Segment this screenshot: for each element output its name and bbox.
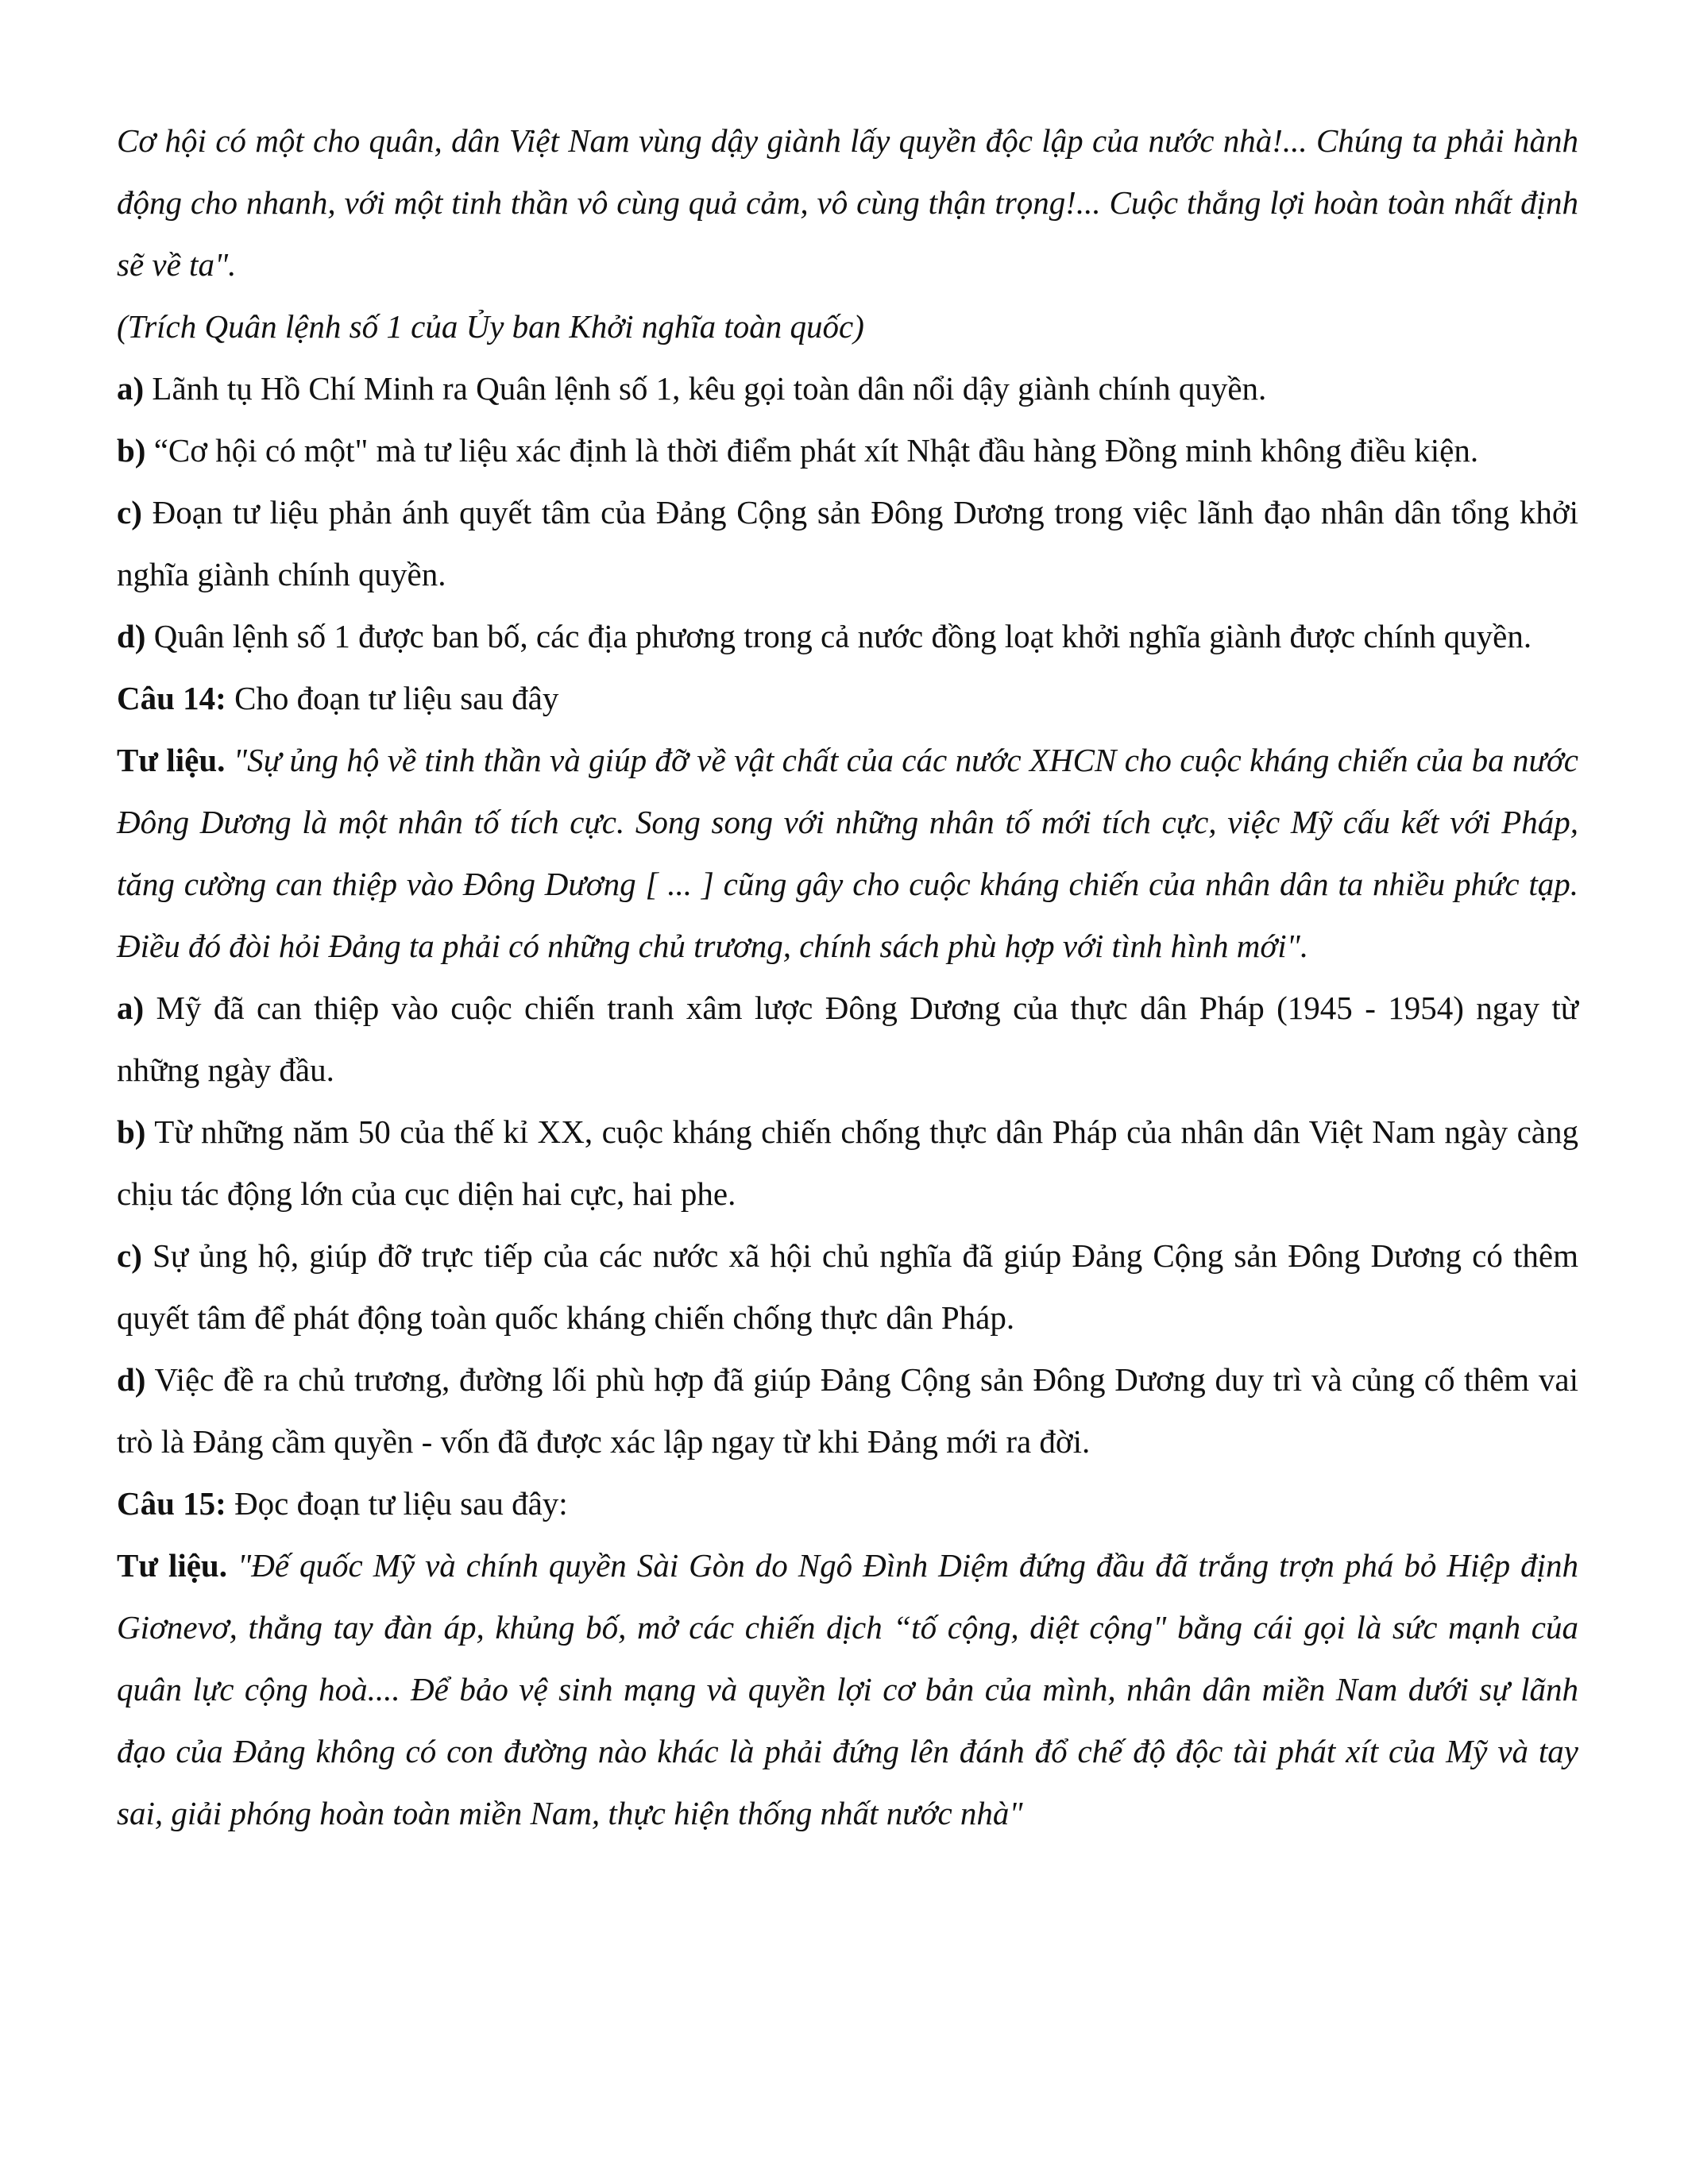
q13-option-b — [117, 419, 1578, 481]
question-text: Đọc đoạn tư liệu sau đây: — [226, 1485, 568, 1522]
q15-heading — [117, 1472, 1578, 1534]
option-text: Mỹ đã can thiệp vào cuộc chiến tranh xâm lược Đông Dương của thực dân Pháp (1945 - 1954) ngay từ những ngày đầu. — [117, 990, 1578, 1088]
option-label: d) — [117, 1361, 146, 1398]
option-label: b) — [117, 432, 146, 469]
q13-option-c — [117, 481, 1578, 605]
option-text: Đoạn tư liệu phản ánh quyết tâm của Đảng Cộng sản Đông Dương trong việc lãnh đạo nhân dân tổng khởi nghĩa giành chính quyền. — [117, 494, 1578, 592]
option-label: c) — [117, 494, 142, 531]
source-label: Tư liệu. — [117, 742, 226, 778]
top-quote: Cơ hội có một cho quân, dân Việt Nam vùng dậy giành lấy quyền độc lập của nước nhà!... Chúng ta phải hành động cho nhanh, với một tinh thần vô cùng quả cảm, vô cùng thận trọng!... Cuộc thắng lợi hoàn toàn nhất định sẽ về ta". — [117, 122, 1578, 283]
option-text: Việc đề ra chủ trương, đường lối phù hợp đã giúp Đảng Cộng sản Đông Dương duy trì và củng cố thêm vai trò là Đảng cầm quyền - vốn đã được xác lập ngay từ khi Đảng mới ra đời. — [117, 1361, 1578, 1460]
question-number: Câu 15: — [117, 1485, 226, 1522]
question-number: Câu 14: — [117, 680, 226, 716]
option-label: c) — [117, 1237, 142, 1274]
source-label: Tư liệu. — [117, 1547, 227, 1584]
option-label: b) — [117, 1113, 146, 1150]
option-text: Lãnh tụ Hồ Chí Minh ra Quân lệnh số 1, kêu gọi toàn dân nổi dậy giành chính quyền. — [144, 370, 1267, 407]
option-label: d) — [117, 618, 146, 654]
option-text: Từ những năm 50 của thế kỉ XX, cuộc kháng chiến chống thực dân Pháp của nhân dân Việt Nam ngày càng chịu tác động lớn của cục diện hai cực, hai phe. — [117, 1113, 1578, 1212]
q14-heading — [117, 667, 1578, 729]
q13-option-d — [117, 605, 1578, 667]
q14-source — [117, 729, 1578, 977]
document-page — [117, 110, 1578, 1844]
q14-option-c — [117, 1225, 1578, 1349]
q14-option-d — [117, 1349, 1578, 1472]
q13-option-a — [117, 357, 1578, 419]
q14-option-a — [117, 977, 1578, 1101]
q15-source — [117, 1534, 1578, 1844]
source-quote: "Sự ủng hộ về tinh thần và giúp đỡ về vật chất của các nước XHCN cho cuộc kháng chiến của ba nước Đông Dương là một nhân tố tích cực. Song song với những nhân tố mới tích cực, việc Mỹ cấu kết với Pháp, tăng cường can thiệp vào Đông Dương [ ... ] cũng gây cho cuộc kháng chiến của nhân dân ta nhiều phức tạp. Điều đó đòi hỏi Đảng ta phải có những chủ trương, chính sách phù hợp với tình hình mới". — [117, 742, 1579, 964]
q14-option-b — [117, 1101, 1578, 1225]
top-quote-source: (Trích Quân lệnh số 1 của Ủy ban Khởi nghĩa toàn quốc) — [117, 308, 864, 345]
option-text: “Cơ hội có một" mà tư liệu xác định là thời điểm phát xít Nhật đầu hàng Đồng minh không điều kiện. — [145, 432, 1479, 469]
option-text: Sự ủng hộ, giúp đỡ trực tiếp của các nước xã hội chủ nghĩa đã giúp Đảng Cộng sản Đông Dương có thêm quyết tâm để phát động toàn quốc kháng chiến chống thực dân Pháp. — [117, 1237, 1578, 1336]
question-text: Cho đoạn tư liệu sau đây — [226, 680, 559, 716]
option-label: a) — [117, 990, 145, 1026]
option-label: a) — [117, 370, 145, 407]
option-text: Quân lệnh số 1 được ban bố, các địa phương trong cả nước đồng loạt khởi nghĩa giành được chính quyền. — [145, 618, 1532, 654]
source-quote: "Đế quốc Mỹ và chính quyền Sài Gòn do Ngô Đình Diệm đứng đầu đã trắng trợn phá bỏ Hiệp định Giơnevơ, thẳng tay đàn áp, khủng bố, mở các chiến dịch “tố cộng, diệt cộng" bằng cái gọi là sức mạnh của quân lực cộng hoà.... Để bảo vệ sinh mạng và quyền lợi cơ bản của mình, nhân dân miền Nam dưới sự lãnh đạo của Đảng không có con đường nào khác là phải đứng lên đánh đổ chế độ độc tài phát xít của Mỹ và tay sai, giải phóng hoàn toàn miền Nam, thực hiện thống nhất nước nhà" — [117, 1547, 1579, 1831]
